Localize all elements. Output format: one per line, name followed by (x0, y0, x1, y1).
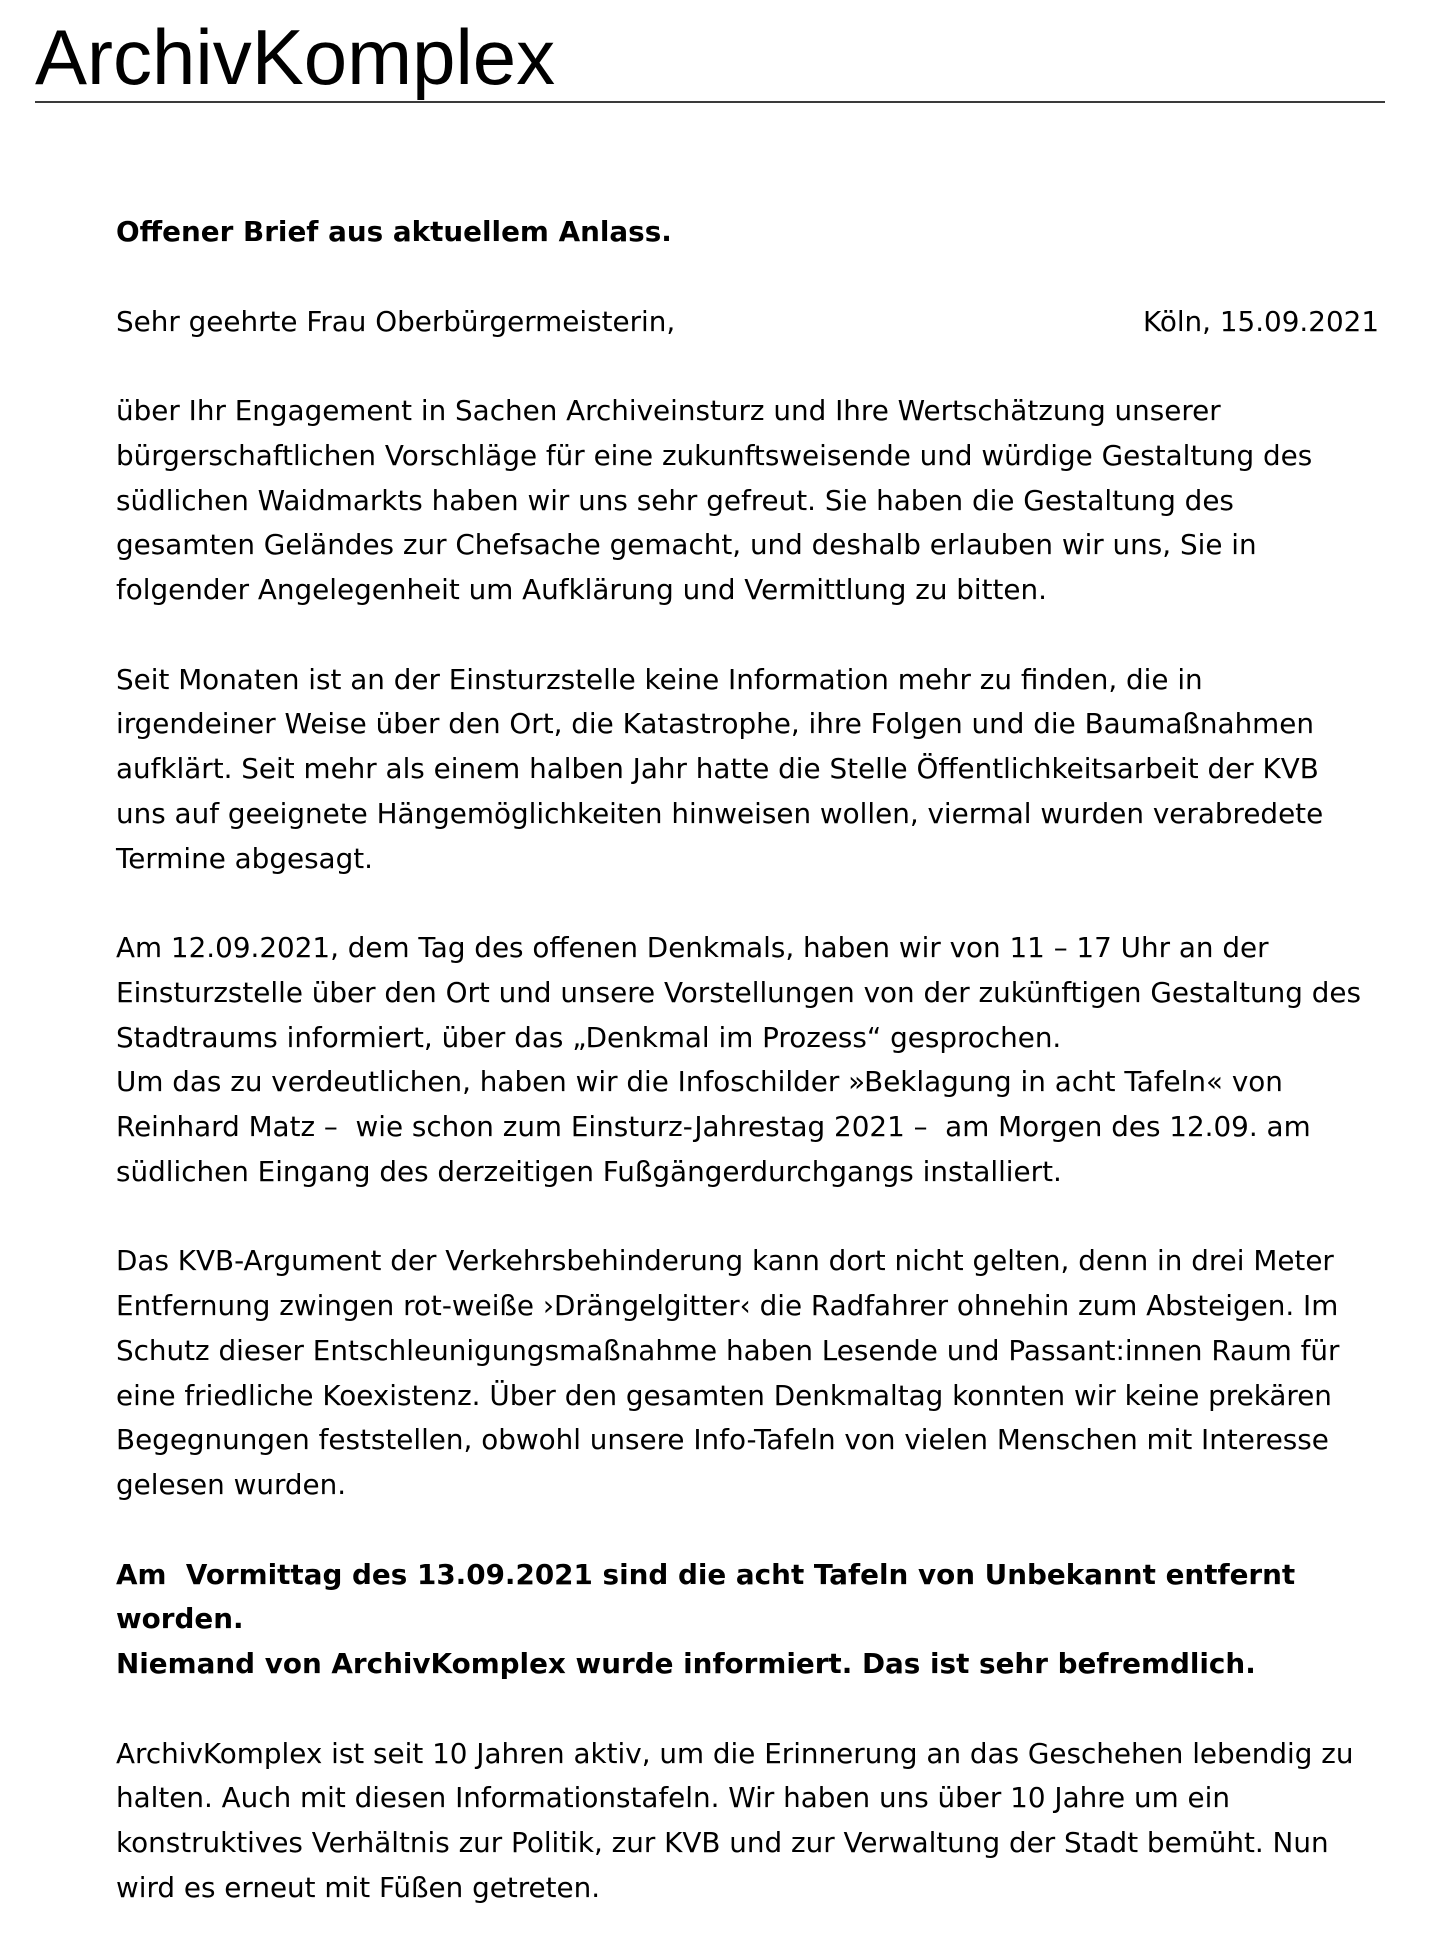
paragraph-line: über Ihr Engagement in Sachen Archiveinsturz und Ihre Wertschätzung unserer (116, 394, 1221, 427)
letter-place-date: Köln, 15.09.2021 (1142, 304, 1379, 338)
paragraph-line: folgender Angelegenheit um Aufklärung und Vermittlung zu bitten. (116, 573, 1047, 606)
paragraph-line: Termine abgesagt. (116, 841, 373, 875)
paragraph-line: irgendeiner Weise über den Ort, die Katastrophe, ihre Folgen und die Baumaßnahmen (116, 707, 1314, 741)
paragraph-line: Stadtraums informiert, über das „Denkmal im Prozess“ gesprochen. (116, 1020, 1062, 1054)
site-title: ArchivKomplex (35, 13, 556, 101)
paragraph-line: Am Vormittag des 13.09.2021 sind die acht Tafeln von Unbekannt entfernt (116, 1557, 1296, 1591)
paragraph-line: südlichen Waidmarkts haben wir uns sehr gefreut. Sie haben die Gestaltung des (116, 483, 1234, 517)
paragraph-line: worden. (116, 1602, 244, 1636)
paragraph-line: südlichen Eingang des derzeitigen Fußgängerdurchgangs installiert. (116, 1154, 1062, 1188)
paragraph-line: aufklärt. Seit mehr als einem halben Jahr hatte die Stelle Öffentlichkeitsarbeit der KVB (116, 752, 1319, 785)
paragraph-line: Am 12.09.2021, dem Tag des offenen Denkmals, haben wir von 11 – 17 Uhr an der (116, 931, 1269, 964)
paragraph-line: ArchivKomplex ist seit 10 Jahren aktiv, um die Erinnerung an das Geschehen lebendig zu (116, 1736, 1354, 1770)
open-letter (116, 210, 1379, 1955)
title-divider (35, 101, 1385, 103)
letter-subject-block (116, 210, 1379, 255)
paragraph-line: wird es erneut mit Füßen getreten. (116, 1870, 601, 1904)
paragraph-line: gesamten Geländes zur Chefsache gemacht, und deshalb erlauben wir uns, Sie in (116, 528, 1257, 562)
paragraph-line: halten. Auch mit diesen Informationstafeln. Wir haben uns über 10 Jahre um ein (116, 1781, 1230, 1815)
paragraph-line: Begegnungen feststellen, obwohl unsere Info-Tafeln von vielen Menschen mit Interesse (116, 1423, 1329, 1457)
letter-paragraph-emphasis (116, 1553, 1379, 1687)
letter-paragraph-6 (116, 1732, 1379, 1911)
letter-subject: Offener Brief aus aktuellem Anlass. (116, 215, 672, 248)
paragraph-line: bürgerschaftlichen Vorschläge für eine zukunftsweisende und würdige Gestaltung des (116, 438, 1313, 472)
paragraph-line: Schutz dieser Entschleunigungsmaßnahme haben Lesende und Passant:innen Raum für (116, 1333, 1340, 1367)
paragraph-line: eine friedliche Koexistenz. Über den gesamten Denkmaltag konnten wir keine prekären (116, 1378, 1332, 1412)
letter-paragraph-2 (116, 658, 1379, 882)
paragraph-line: Seit Monaten ist an der Einsturzstelle keine Information mehr zu finden, die in (116, 662, 1203, 696)
paragraph-line: Um das zu verdeutlichen, haben wir die Infoschilder »Beklagung in acht Tafeln« von (116, 1065, 1283, 1099)
paragraph-line: gelesen wurden. (116, 1468, 347, 1501)
paragraph-line: konstruktives Verhältnis zur Politik, zur KVB und zur Verwaltung der Stadt bemüht. Nun (116, 1826, 1329, 1859)
salutation-row (116, 300, 1379, 345)
letter-paragraph-4 (116, 1239, 1379, 1508)
letter-salutation: Sehr geehrte Frau Oberbürgermeisterin, (116, 304, 676, 338)
paragraph-line: Das KVB-Argument der Verkehrsbehinderung kann dort nicht gelten, denn in drei Meter (116, 1244, 1334, 1278)
paragraph-line: Entfernung zwingen rot-weiße ›Drängelgitter‹ die Radfahrer ohnehin zum Absteigen. Im (116, 1289, 1339, 1322)
letter-paragraph-3 (116, 926, 1379, 1195)
letter-paragraph-1 (116, 389, 1379, 613)
paragraph-line: Reinhard Matz – wie schon zum Einsturz-Jahrestag 2021 – am Morgen des 12.09. am (116, 1110, 1311, 1143)
paragraph-line: Niemand von ArchivKomplex wurde informiert. Das ist sehr befremdlich. (116, 1647, 1256, 1680)
paragraph-line: Einsturzstelle über den Ort und unsere Vorstellungen von der zukünftigen Gestaltung des (116, 975, 1361, 1009)
paragraph-line: uns auf geeignete Hängemöglichkeiten hinweisen wollen, viermal wurden verabredete (116, 796, 1324, 830)
